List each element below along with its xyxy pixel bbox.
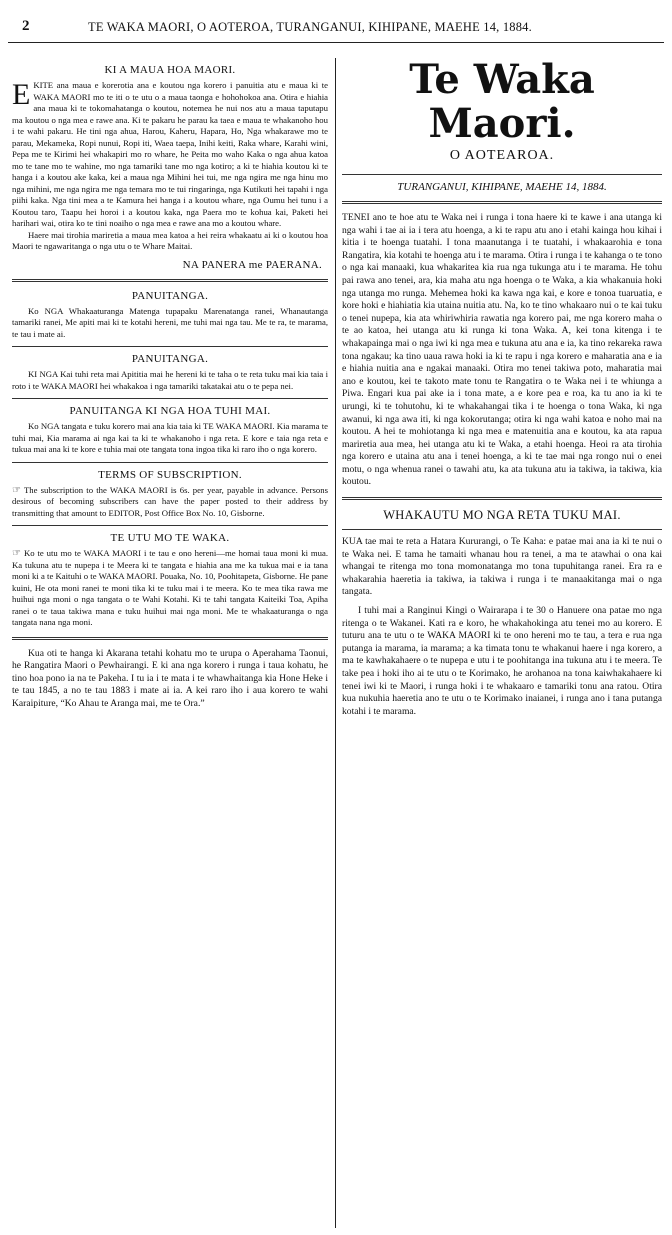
running-head: TE WAKA MAORI, O AOTEROA, TURANGANUI, KIHIPANE, MAEHE 14, 1884.	[88, 20, 532, 34]
bottom-paragraph: Kua oti te hanga ki Akarana tetahi kohatu mo te urupa o Aperahama Taonui, he Rangatira Maori o Pewhairangi. E ki ana nga korero i runga i taua kohatu, he tino hoa pono ia na te Pakeha. I tu ia i te mata i te whawhaitanga kia Hone Heke i te tau 1845, a no te tau 1883 i mate ai ia. A kei raro iho i aua korero te wahi Karaipiture, “Ko Ahau te Aranga mai, me te Ora.”	[12, 647, 328, 709]
page-number: 2	[22, 18, 30, 34]
divider	[12, 279, 328, 282]
notice-1-text: Ko NGA Whakaaturanga Matenga tupapaku Marenatanga ranei, Whanautanga tamariki ranei, Me apiti mai ki te kotahi hereni, me tuhi mai nga tau. Me te ra, te marama, te tau i mate ai.	[12, 305, 328, 339]
divider	[342, 201, 662, 204]
letter-paragraph-1: KITE ana maua e korerotia ana e koutou nga korero i panuitia atu e maua ki te WAKA MAORI mo te iti o te utu o a maua taonga e hohohokoa ana. Otira e hiahia ana maua ki te tokomahatanga o koutou, notemea he nui nos atu a maua taputapu ma koutou o nga mea e rawe ana. Ki te pakaru he parau ka taea e maua te whakanoho hou i te wahi pakaru. He tini nga ahua, Harou, Kaheru, Hapara, Ho, Nga whakarawe mo te parau, Mekameka, Ropi nunui, Ropi iti, Waea taepa, Inihi keiti, Raka whare, Karahi wini, Pepa me te Kirimi hei whakapiri mo ro whare, he Peita mo waho Kaka o nga ahua katoa mo te tane mo te wahine, mo nga tamariki tane mo nga kotiro; a ki te hiahia koutou ki te hanga i a koutou ake kaka, kei a maua nga Mihini hei tui, me nga ngira me nga hinu mo nga mihini, me nga ngira me nga temara mo te tui ringaringa, nga Kutikuti hei tapahi i nga piihi kaka. Nga tini mea a te Kamura hei hanga i a koutou whare, nga Oumu hei tunu i a Koutou taro, Taapu hei horoi i a koutou kaka, nga Paera mo te kohua kai, Paketi hei harihari wai, otira ko te tini noaiho o nga mea e rawe ana mo a koutou whare.	[12, 80, 328, 228]
pointing-hand-icon: ☞	[12, 548, 21, 559]
notice-3-title: PANUITANGA KI NGA HOA TUHI MAI.	[69, 405, 271, 417]
drop-cap: E	[12, 78, 31, 111]
masthead: Te Waka Maori.	[409, 58, 595, 147]
editorial-text: TENEI ano te hoe atu te Waka nei i runga i tona haere ki te kawe i ana utanga ki nga wahi i tae ai ia i tera atu hoenga, a ki te rapu atu ano i etahi kainga hou kihai i kitia i te hoenga tuatahi. I tona maanutanga i te tuatahi, i whakaarohia e tona Rangatira, kia kotahi te hoenga atu i te marama. Otira i runga i te kahanga o te tono o nga kai manaaki, kua whakaritea kia rua nga tukunga atu i te marama. He tohu pai rawa ano tenei, ara, kia maha atu nga hoenga o te Waka, a kia whakanuia hoki nga utanga mo runga. Mehemea hoki ka kawa nga kai, e kore e tonoa tuaruatia, e kore hoki e hiahiatia kia utaina nuitia atu. Na, ko te tino whakaaro nui o te kai tuku o tenei nupepa, kia ata whiriwhiria rawatia nga korero pai, me nga korero maha o te ao katoa, hei utanga atu ki runga ki tona Waka. A, kei tona kitenga i te whakapainga mai o nga iwi ki nga mea e tukuna atu ana e ia, ka tino rekareka rawa tona ngakau; ka tino uaua rawa hoki ia ki te rapu i nga korero e maharatia ana e ia e hiahia nuitia ana e ngakai manaaki. Otira mo tenei takiwa poto, maharatia mai ano e koutou, kei te takoto mate tonu te Rangatira o te Waka nei i te whiunga a Piwa. Engari kua pai ake ia i tona mate, a e kore pea e roa, ka tu ano ia ki te urungi, ki te tohutohu, ki te whakahangai tika i te hoenga o tona Waka, ki nga awanui, ki nga awa iti, ki nga kokorutanga; otira ki nga wahi katoa e noho mai na koutou. A hei te mohiotanga ki nga mea e matenuitia ana e koutou, ka ata rapua mariretia aua mea, hei utanga atu ki te Waka, a etahi hoenga. Heoi ra ata tirohia nga korero e utaina atu ana i tenei hoenga, a ki te tae mai nga rongo nui o enei motu, o nga whenua ranei o tawahi atu, ka ata tukuna atu ia takiwa, ia takiwa, kia koutou.	[342, 212, 662, 488]
notice-1-title: PANUITANGA.	[131, 289, 209, 302]
divider	[342, 497, 662, 500]
divider	[12, 525, 328, 526]
letter-paragraph-2: Haere mai tirohia mariretia a maua mea katoa a hei reira whakaatu ai ki o koutou hoa Maori te ngawaritanga o nga utu o te Whare Maitai.	[12, 229, 328, 251]
letter-body	[12, 80, 328, 230]
utu-text-block	[12, 548, 328, 629]
reply-paragraph-2: I tuhi mai a Ranginui Kingi o Wairarapa i te 30 o Hanuere ona patae mo nga ritenga o te Wakanei. Kati ra e koro, he whakahokinga atu tenei mo au korero. E tuturu ana te utu o te WAKA MAORI ki te ono hereni mo te tau, a tera e rua nga putanga ia marama, ia marama; a ka timata tonu te whakanui haere i nga korero, a ma te kawhakahaere o te nupepa e utu i te poohitanga ina tukuna atu i te meera. Te take pea i hoki iho ai te utu o te Korimako, he arohanoa na tona kaiwhakahaere ki tenei iwi ki te Maori, i runga hoki i te whakaaro e tamariki tonu ana ratou. Otira kua nukuhia haeretia ano te utu o te Korimako inaianei, i runga ano i tana putanga kotahi i te marama.	[342, 605, 662, 717]
left-column	[12, 58, 328, 710]
terms-text: The subscription to the WAKA MAORI is 6s. per year, payable in advance. Persons desirous of becoming subscribers can have the paper posted to their address by transmitting that amount to EDITOR, Post Office Box No. 10, Gisborne.	[12, 484, 328, 518]
page-header	[8, 4, 664, 42]
letter-signature: NA PANERA me PAERANA.	[182, 258, 322, 271]
notice-2-text: KI NGA Kai tuhi reta mai Apititia mai he hereni ki te taha o te reta tuku mai kia taia i roto i te WAKA MAORI hei whakakoa i nga tamariki takatakai atu o te pepa nei.	[12, 369, 328, 391]
letter-title: KI A MAUA HOA MAORI.	[104, 64, 236, 76]
column-separator	[335, 58, 336, 1228]
notice-2-title: PANUITANGA.	[131, 353, 209, 365]
divider	[12, 462, 328, 463]
divider	[12, 398, 328, 399]
masthead-subtitle: O AOTEAROA.	[449, 148, 555, 163]
section-title: WHAKAUTU MO NGA RETA TUKU MAI.	[383, 508, 621, 523]
dateline: TURANGANUI, KIHIPANE, MAEHE 14, 1884.	[397, 181, 607, 193]
terms-title: TERMS OF SUBSCRIPTION.	[98, 468, 242, 481]
utu-text: Ko te utu mo te WAKA MAORI i te tau e ono hereni—me homai taua moni ki mua. Ka tukuna atu te nupepa i te Meera ki te tangata e hiahia ana me ka tukua mai e ia tana moni ki a te Kaituhi o te WAKA MAORI. Pouaka, No. 10, Poohitapeta, Gisborne. He pane kuini, He ota moni ranei te moni tika ki te tuku mai i te meera. Ko te mea tika rawa me huihui nga moni o nga tangata o te Wahi Kotahi. Ki te tahi tangata Kaiteiki Toa, Apiha ranei o te taua takiwa mana e tuku huihui mai nga moni. Me te whakaaturanga o nga tangata nana nga moni.	[12, 548, 328, 627]
divider	[342, 529, 662, 530]
reply-paragraph-1: KUA tae mai te reta a Hatara Kururangi, o Te Kaha: e patae mai ana ia ki te nui o te Waka nei. E tama he tamaiti whanau hou ra tenei, a ma te atawhai o ona kai whangai te ritenga mo tona momonatanga mo tona tupuhitanga ranei. Era ra e whakarahia haeretia ia takiwa, ia takiwa i runga i te manaakitanga mai o nga tangata.	[342, 536, 662, 598]
terms-text-block	[12, 485, 328, 520]
notice-3-text: Ko NGA tangata e tuku korero mai ana kia taia ki TE WAKA MAORI. Kia marama te tuhi mai, Kia marama ai nga kai ta ki te whakanoho i nga reta. E kore e taia nga reta e tukua mai ana ki te kore e tuhia mai ote tangata tona ingoa tika ki raro iho o nga korero.	[12, 421, 328, 454]
divider	[12, 346, 328, 347]
right-column	[342, 58, 662, 718]
divider	[342, 174, 662, 175]
header-rule	[8, 42, 664, 43]
pointing-hand-icon: ☞	[12, 484, 21, 496]
utu-title: TE UTU MO TE WAKA.	[110, 532, 230, 544]
divider	[12, 637, 328, 640]
